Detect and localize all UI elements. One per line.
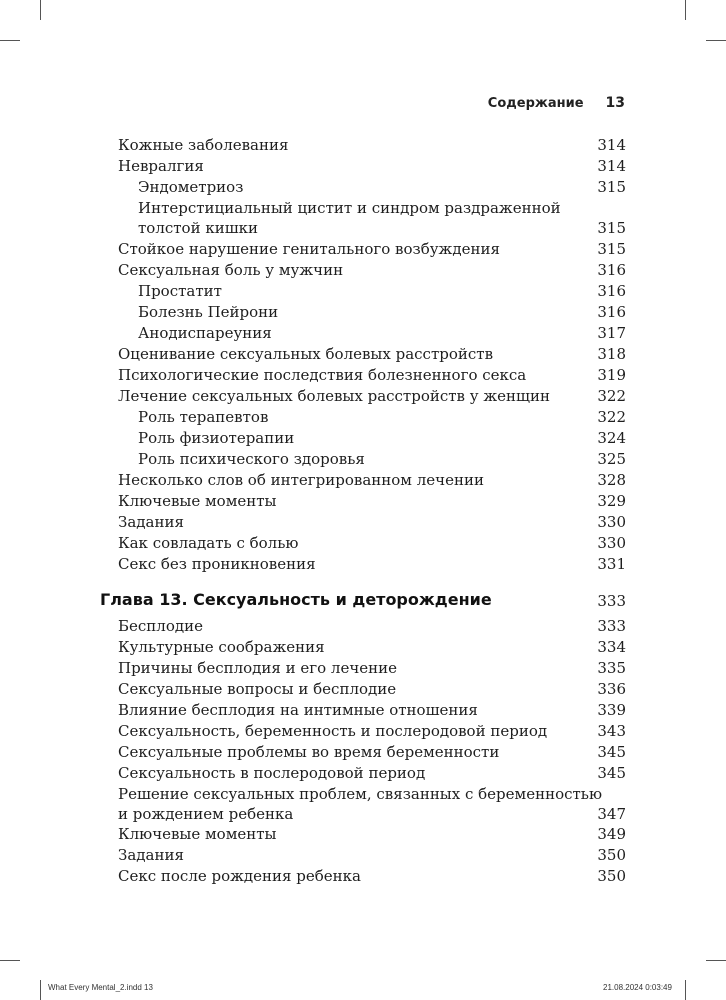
running-head-page-number: 13 xyxy=(605,95,625,111)
toc-entry-page: 345 xyxy=(597,743,626,761)
crop-mark xyxy=(40,0,41,20)
toc-entry-title: Как совладать с болью xyxy=(118,534,299,552)
toc-entry-title: Ключевые моменты xyxy=(118,825,277,843)
toc-entry-title: Психологические последствия болезненного секса xyxy=(118,366,527,384)
footer-file-name: What Every Mental_2.indd 13 xyxy=(48,983,153,992)
toc-entry xyxy=(0,533,726,553)
toc-entry-title: Сексуальность, беременность и послеродовой период xyxy=(118,722,548,740)
toc-entry xyxy=(0,407,726,427)
toc-entry-page: 330 xyxy=(597,534,626,552)
toc-entry xyxy=(0,323,726,343)
toc-entry-page: 339 xyxy=(597,701,626,719)
toc-entry-title: Несколько слов об интегрированном лечении xyxy=(118,471,484,489)
toc-entry-title: толстой кишки xyxy=(138,219,259,237)
toc-entry xyxy=(0,658,726,678)
toc-entry xyxy=(0,554,726,574)
toc-entry xyxy=(0,679,726,699)
running-head-section: Содержание xyxy=(487,96,584,111)
toc-entry xyxy=(0,470,726,490)
toc-entry xyxy=(0,824,726,844)
toc-entry xyxy=(0,637,726,657)
toc-entry xyxy=(0,198,726,218)
toc-entry-title: Сексуальность в послеродовой период xyxy=(118,764,426,782)
toc-entry-page: 316 xyxy=(597,282,626,300)
toc-entry-page: 333 xyxy=(597,617,626,635)
toc-entry-title: и рождением ребенка xyxy=(118,805,294,823)
toc-entry-title: Секс после рождения ребенка xyxy=(118,867,361,885)
toc-entry xyxy=(0,344,726,364)
toc-entry-title: Сексуальные вопросы и бесплодие xyxy=(118,680,397,698)
toc-entry-title: Интерстициальный цистит и синдром раздраженной xyxy=(138,199,561,217)
toc-entry-page: 316 xyxy=(597,261,626,279)
chapter-heading xyxy=(0,590,726,612)
toc-entry-page: 345 xyxy=(597,764,626,782)
toc-entry-page: 350 xyxy=(597,846,626,864)
toc-entry xyxy=(0,512,726,532)
chapter-title: Глава 13. Сексуальность и деторождение xyxy=(100,590,492,609)
toc-entry-title: Ключевые моменты xyxy=(118,492,277,510)
toc-entry-page: 349 xyxy=(597,825,626,843)
toc-entry-title: Стойкое нарушение генитального возбуждения xyxy=(118,240,500,258)
toc-entry-title: Оценивание сексуальных болевых расстройств xyxy=(118,345,494,363)
toc-entry-page: 318 xyxy=(597,345,626,363)
toc-entry xyxy=(0,616,726,636)
toc-entry-page: 330 xyxy=(597,513,626,531)
toc-entry xyxy=(0,784,726,804)
toc-entry-title: Причины бесплодия и его лечение xyxy=(118,659,398,677)
toc-entry xyxy=(0,156,726,176)
toc-entry xyxy=(0,804,726,824)
crop-mark xyxy=(685,0,686,20)
toc-entry-title: Влияние бесплодия на интимные отношения xyxy=(118,701,478,719)
toc-entry-page: 315 xyxy=(597,178,626,196)
toc-entry-page: 314 xyxy=(597,157,626,175)
toc-entry xyxy=(0,742,726,762)
toc-entry xyxy=(0,845,726,865)
toc-entry-title: Болезнь Пейрони xyxy=(138,303,279,321)
toc-entry-page: 329 xyxy=(597,492,626,510)
toc-entry-title: Лечение сексуальных болевых расстройств у женщин xyxy=(118,387,550,405)
toc-entry-page: 316 xyxy=(597,303,626,321)
toc-entry xyxy=(0,177,726,197)
toc-entry xyxy=(0,428,726,448)
chapter-page: 333 xyxy=(597,592,626,610)
toc-entry-page: 347 xyxy=(597,805,626,823)
toc-entry-page: 322 xyxy=(597,387,626,405)
toc-entry xyxy=(0,365,726,385)
toc-entry-title: Культурные соображения xyxy=(118,638,325,656)
toc-entry xyxy=(0,721,726,741)
crop-mark xyxy=(0,960,20,961)
toc-entry xyxy=(0,449,726,469)
toc-entry-page: 325 xyxy=(597,450,626,468)
toc-entry-title: Сексуальная боль у мужчин xyxy=(118,261,344,279)
crop-mark xyxy=(706,40,726,41)
toc-entry-title: Простатит xyxy=(138,282,222,300)
toc-entry-page: 334 xyxy=(597,638,626,656)
toc-entry-page: 315 xyxy=(597,240,626,258)
toc-entry-title: Задания xyxy=(118,846,184,864)
toc-entry-page: 322 xyxy=(597,408,626,426)
toc-entry xyxy=(0,386,726,406)
toc-entry-title: Невралгия xyxy=(118,157,204,175)
toc-entry-page: 324 xyxy=(597,429,626,447)
toc-entry-title: Секс без проникновения xyxy=(118,555,316,573)
toc-entry-page: 350 xyxy=(597,867,626,885)
toc-entry-title: Роль физиотерапии xyxy=(138,429,295,447)
toc-entry xyxy=(0,218,726,238)
toc-entry-page: 319 xyxy=(597,366,626,384)
toc-entry xyxy=(0,763,726,783)
toc-entry xyxy=(0,281,726,301)
toc-entry-title: Эндометриоз xyxy=(138,178,244,196)
toc-entry-page: 336 xyxy=(597,680,626,698)
crop-mark xyxy=(40,980,41,1000)
toc-entry xyxy=(0,302,726,322)
toc-entry-page: 331 xyxy=(597,555,626,573)
toc-entry xyxy=(0,700,726,720)
toc-entry-page: 328 xyxy=(597,471,626,489)
toc-entry-page: 315 xyxy=(597,219,626,237)
crop-mark xyxy=(706,960,726,961)
toc-entry-title: Анодиспареуния xyxy=(138,324,272,342)
crop-mark xyxy=(685,980,686,1000)
crop-mark xyxy=(0,40,20,41)
toc-entry-page: 314 xyxy=(597,136,626,154)
footer-timestamp: 21.08.2024 0:03:49 xyxy=(603,983,672,992)
toc-entry-page: 317 xyxy=(597,324,626,342)
toc-entry-title: Сексуальные проблемы во время беременности xyxy=(118,743,500,761)
toc-entry-page: 343 xyxy=(597,722,626,740)
toc-entry-title: Бесплодие xyxy=(118,617,203,635)
toc-entry-title: Решение сексуальных проблем, связанных с беременностью xyxy=(118,785,603,803)
toc-entry xyxy=(0,135,726,155)
toc-entry-page: 335 xyxy=(597,659,626,677)
toc-entry xyxy=(0,866,726,886)
toc-entry-title: Роль терапевтов xyxy=(138,408,269,426)
toc-entry xyxy=(0,260,726,280)
toc-entry-title: Роль психического здоровья xyxy=(138,450,365,468)
running-head xyxy=(488,95,625,111)
toc-entry xyxy=(0,239,726,259)
toc-entry-title: Кожные заболевания xyxy=(118,136,289,154)
toc-entry-title: Задания xyxy=(118,513,184,531)
toc-entry xyxy=(0,491,726,511)
